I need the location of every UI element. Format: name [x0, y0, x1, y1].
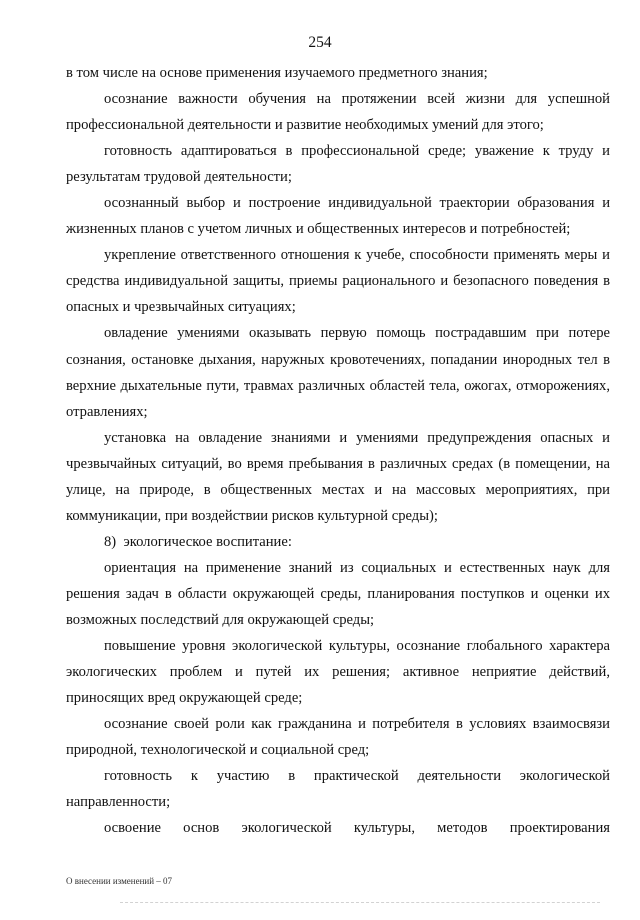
paragraph: осознанный выбор и построение индивидуальной траектории образования и жизненных планов с учетом личных и общественных интересов и потребностей;	[66, 195, 610, 238]
paragraph: установка на овладение знаниями и умениями предупреждения опасных и чрезвычайных ситуаций, во время пребывания в различных средах (в помещении, на улице, на природе, в общественных местах и на массовых мероприятиях, при коммуникации, при воздействии рисков культурной среды);	[66, 429, 610, 524]
page-number: 254	[308, 34, 332, 51]
paragraph: ориентация на применение знаний из социальных и естественных наук для решения задач в области окружающей среды, планирования поступков и оценки их возможных последствий для окружающей среды;	[66, 559, 610, 628]
footer-note: О внесении изменений – 07	[66, 876, 173, 886]
paragraph: в том числе на основе применения изучаемого предметного знания;	[66, 65, 488, 81]
paragraph: повышение уровня экологической культуры, осознание глобального характера экологических проблем и путей их решения; активное неприятие действий, приносящих вред окружающей среде;	[66, 638, 610, 707]
paragraph: осознание своей роли как гражданина и потребителя в условиях взаимосвязи природной, технологической и социальной сред;	[66, 716, 610, 759]
paragraph: освоение основ экологической культуры, методов проектирования	[104, 820, 610, 837]
paragraph: укрепление ответственного отношения к учебе, способности применять меры и средства индивидуальной защиты, приемы рационального и безопасного поведения в опасных и чрезвычайных ситуациях;	[66, 247, 610, 316]
paragraph: овладение умениями оказывать первую помощь пострадавшим при потере сознания, остановке дыхания, наружных кровотечениях, попадании инородных тел в верхние дыхательные пути, травмах различных областей тела, ожогах, отморожениях, отравлениях;	[66, 325, 610, 420]
section-heading: 8) экологическое воспитание:	[104, 533, 292, 550]
document-body	[66, 60, 610, 841]
paragraph: готовность к участию в практической деятельности экологической направленности;	[66, 768, 610, 811]
scan-artifact-line	[120, 902, 600, 906]
paragraph: готовность адаптироваться в профессиональной среде; уважение к труду и результатам трудовой деятельности;	[66, 143, 610, 186]
paragraph: осознание важности обучения на протяжении всей жизни для успешной профессиональной деятельности и развитие необходимых умений для этого;	[66, 91, 610, 134]
